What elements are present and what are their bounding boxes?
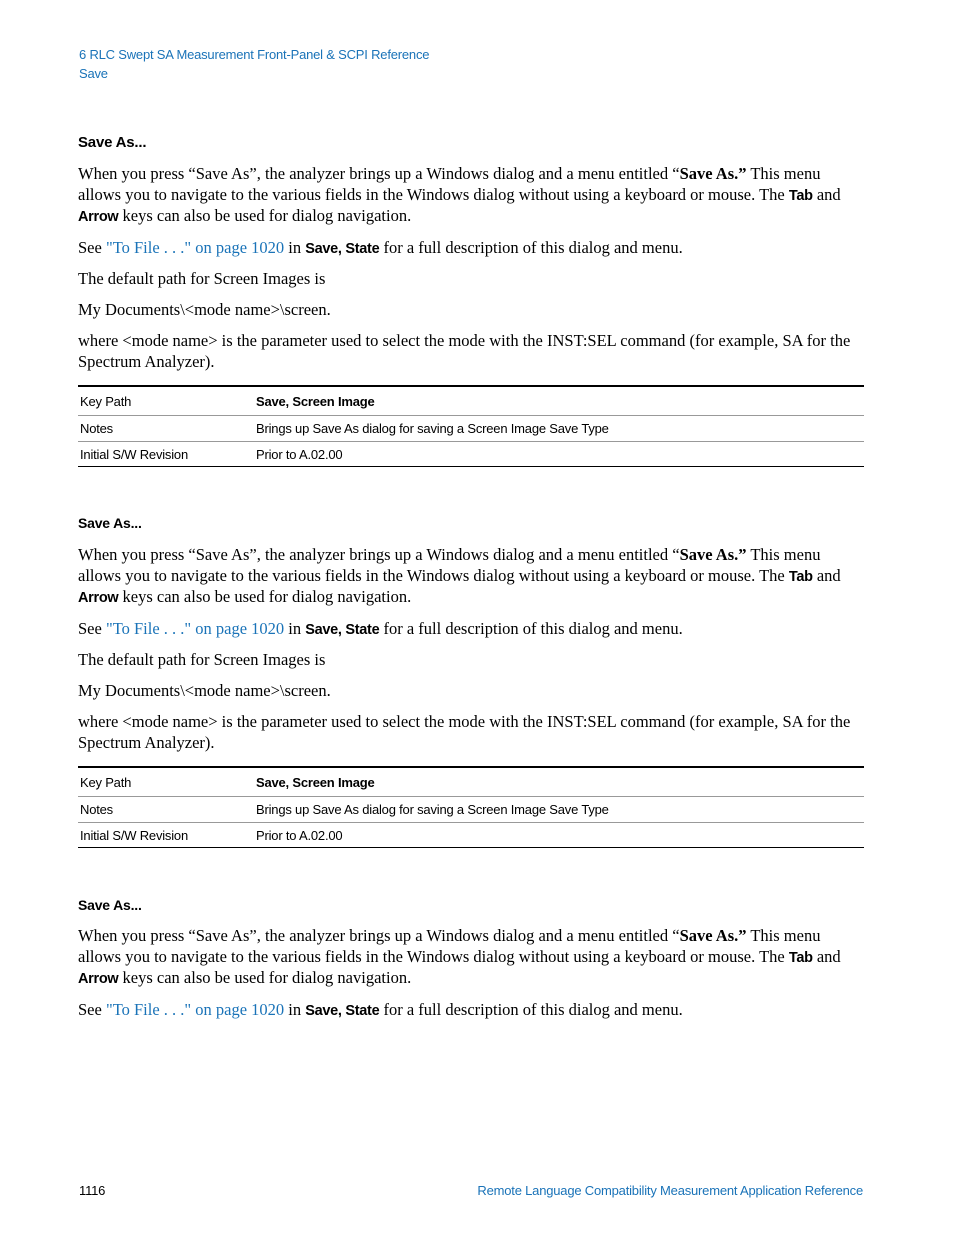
see-also-paragraph: See "To File . . ." on page 1020 in Save, State for a full description of this dialog and menu. [78,237,683,257]
tab-key: Tab [788,949,813,966]
arrow-key: Arrow [78,590,119,606]
section-save-as-2 [78,515,864,848]
arrow-key: Arrow [78,209,119,225]
default-path-value: My Documents\<mode name>\screen. [78,299,331,319]
section-heading: Save As... [78,515,142,531]
section-heading: Save As... [78,134,147,151]
table-value-cell: Prior to A.02.00 [254,442,864,467]
menu-title: Save As.” [679,545,747,564]
document-title: Remote Language Compatibility Measurement Application Reference [477,1183,863,1198]
table-row [78,386,864,416]
table-row [78,416,864,442]
section-heading: Save As... [78,897,142,913]
see-also-paragraph: See "To File . . ." on page 1020 in Save, State for a full description of this dialog and menu. [78,618,683,638]
description-paragraph: When you press “Save As”, the analyzer brings up a Windows dialog and a menu entitled “Save As.” This menu allows you to navigate to the various fields in the Windows dialog without using a keyboard or mouse. The Tab and Arrow keys can also be used for dialog navigation. [78,926,841,987]
table-key-cell: Initial S/W Revision [78,823,254,848]
table-value-cell: Prior to A.02.00 [254,823,864,848]
menu-title: Save As.” [679,164,747,183]
table-key-cell: Key Path [78,767,254,797]
description-paragraph: When you press “Save As”, the analyzer brings up a Windows dialog and a menu entitled “Save As.” This menu allows you to navigate to the various fields in the Windows dialog without using a keyboard or mouse. The Tab and Arrow keys can also be used for dialog navigation. [78,164,841,225]
key-path-table [78,385,864,467]
table-key-cell: Notes [78,797,254,823]
arrow-key: Arrow [78,971,119,987]
save-state-ref: Save, State [305,621,380,638]
page-number: 1116 [79,1183,106,1198]
table-row [78,767,864,797]
save-state-ref: Save, State [305,1002,380,1019]
table-key-cell: Initial S/W Revision [78,442,254,467]
default-path-value: My Documents\<mode name>\screen. [78,680,331,700]
description-paragraph: When you press “Save As”, the analyzer brings up a Windows dialog and a menu entitled “Save As.” This menu allows you to navigate to the various fields in the Windows dialog without using a keyboard or mouse. The Tab and Arrow keys can also be used for dialog navigation. [78,545,841,606]
table-key-cell: Key Path [78,386,254,416]
table-value-cell: Save, Screen Image [254,386,864,416]
table-value-cell: Brings up Save As dialog for saving a Screen Image Save Type [254,416,864,442]
table-row [78,797,864,823]
table-row [78,823,864,848]
to-file-link[interactable]: "To File . . ." on page 1020 [105,237,285,257]
to-file-link[interactable]: "To File . . ." on page 1020 [105,618,285,638]
table-row [78,442,864,467]
see-also-paragraph: See "To File . . ." on page 1020 in Save, State for a full description of this dialog and menu. [78,999,683,1019]
running-header-chapter: 6 RLC Swept SA Measurement Front-Panel & SCPI Reference [79,47,430,62]
section-save-as-1 [78,134,864,467]
running-header-section: Save [79,66,108,81]
tab-key: Tab [788,187,813,204]
default-path-label: The default path for Screen Images is [78,650,326,669]
tab-key: Tab [788,568,813,585]
mode-name-explanation: where <mode name> is the parameter used to select the mode with the INST:SEL command (for example, SA for the Spectrum Analyzer). [78,331,851,371]
table-key-cell: Notes [78,416,254,442]
save-state-ref: Save, State [305,240,380,257]
to-file-link[interactable]: "To File . . ." on page 1020 [105,999,285,1019]
table-value-cell: Save, Screen Image [254,767,864,797]
key-path-table [78,766,864,848]
default-path-label: The default path for Screen Images is [78,269,326,288]
table-value-cell: Brings up Save As dialog for saving a Screen Image Save Type [254,797,864,823]
mode-name-explanation: where <mode name> is the parameter used to select the mode with the INST:SEL command (for example, SA for the Spectrum Analyzer). [78,712,851,752]
section-save-as-3 [78,897,864,1021]
menu-title: Save As.” [679,926,747,945]
